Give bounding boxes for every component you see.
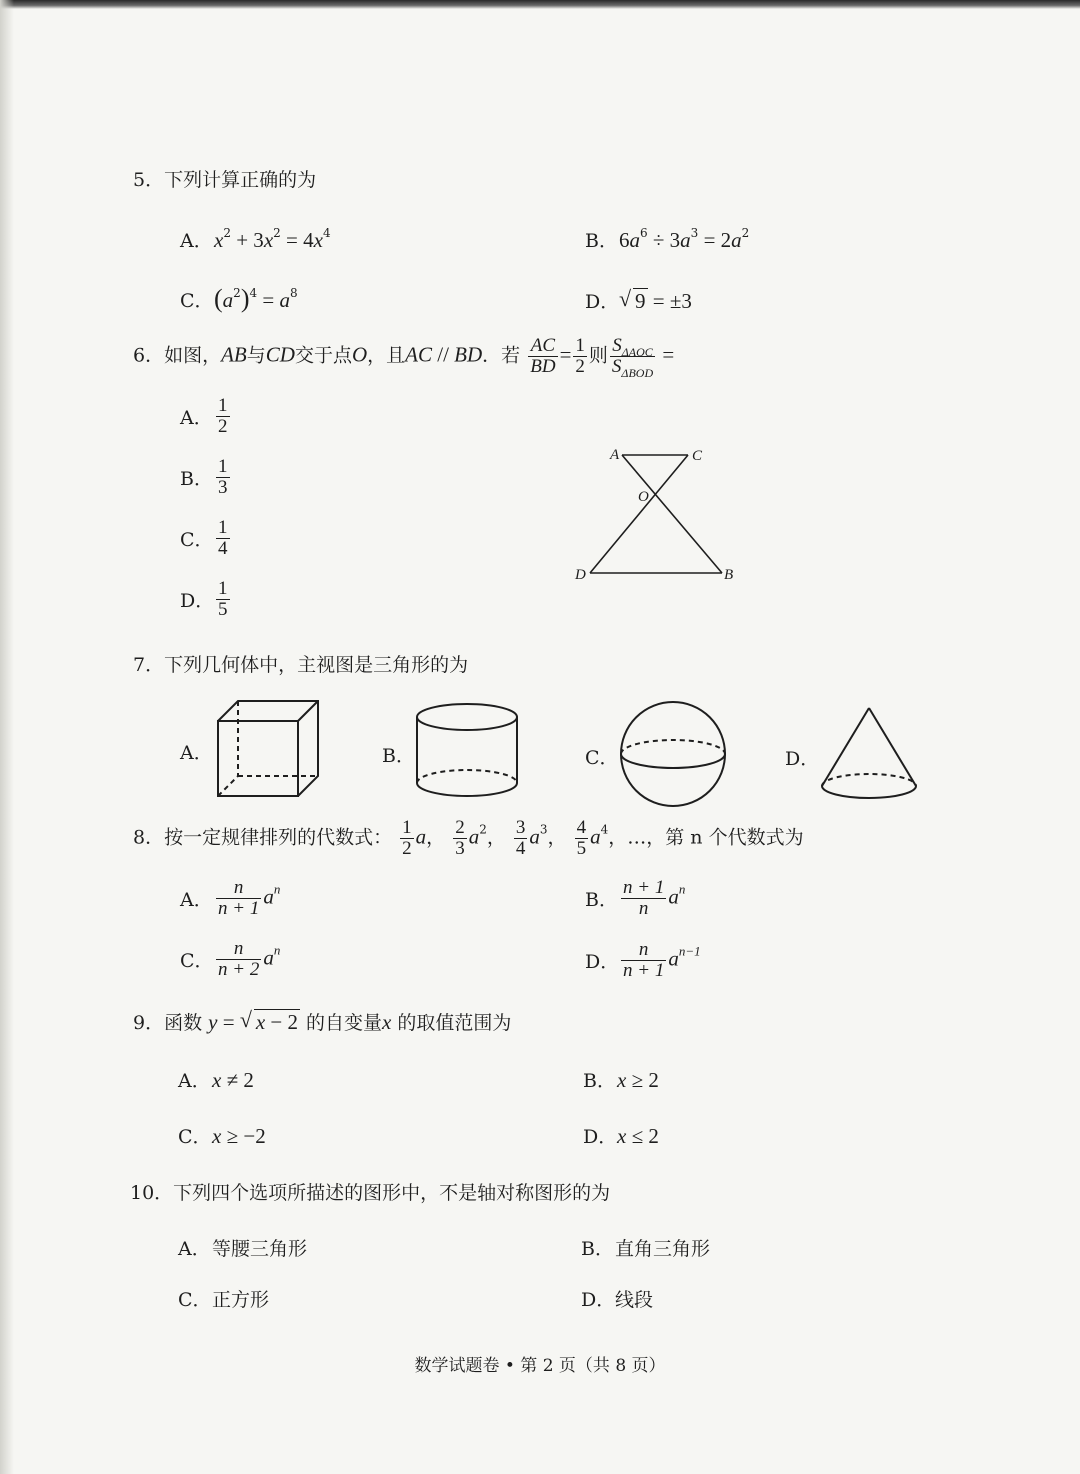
q7-option-c-label: C． [585,747,619,769]
fraction: $\frac{1}{2}$ [402,817,412,859]
option-label: A． [178,1070,211,1092]
option-label: B． [180,467,213,490]
q8-option-b: B． $\frac{n + 1}{n}$ $a^n$ [585,877,686,919]
option-label: D． [581,1289,616,1311]
q5-option-d: D．√ 9 = ±3 [585,287,692,314]
q6-geometry-figure [560,440,760,590]
q6-stem: 6．如图，AB与CD交于点O，且AC // BD．若 $\frac{AC}{BD}$ = $\frac{1}{2}$ 则 $\frac{S_{\Delta AOC}}{S_{\Delta BOD}}$ = [133,335,675,380]
cylinder-icon [410,697,525,807]
option-label: B． [585,230,618,252]
q9-option-d: D．x ≤ 2 [583,1124,659,1148]
fraction: $\frac{n}{n + 1}$ [623,939,665,981]
scan-top-edge [0,0,1080,9]
q5-option-a: A．$x^2 + 3x^2 = 4x^4$ [180,226,331,252]
q6-option-a [180,396,232,437]
fraction: $\frac{4}{5}$ [576,817,587,859]
q7-option-a-label: A． [180,742,213,764]
q10-option-d: D．线段 [581,1285,653,1312]
cone-icon [816,703,924,807]
q10-option-c: C．正方形 [178,1285,269,1312]
fraction: $\frac{2}{3}$ [455,817,465,859]
scan-left-shadow [0,0,14,1474]
q10-option-b: B．直角三角形 [581,1234,710,1261]
sphere-icon [612,699,734,809]
option-label: D． [180,589,215,612]
q9-option-c: C．x ≥ −2 [178,1124,266,1148]
q6-option-d [180,579,232,620]
fraction: $\frac{n}{n + 1}$ [218,877,260,919]
option-label: A． [180,888,213,911]
option-label: A． [180,230,213,252]
option-label: C． [178,1126,212,1148]
q6-option-b [180,457,232,498]
q8-option-d: D． $\frac{n}{n + 1}$ $a^{n-1}$ [585,939,701,981]
q8-stem: 8．按一定规律排列的代数式： $\frac{1}{2}$ a， $\frac{2}{3}$ $a^2$， $\frac{3}{4}$ $a^3$， $\frac{4}{5}$ $a^4$，…，第 n 个代数式为 [133,817,804,859]
fraction: $\frac{n}{n + 2}$ [218,938,260,980]
page-footer: 数学试题卷 • 第 2 页（共 8 页） [414,1356,666,1376]
point-label-b: B [724,567,734,583]
q9-option-b: B．x ≥ 2 [583,1068,659,1092]
fraction: $\frac{1}{5}$ [218,578,228,620]
fraction: $\frac{1}{3}$ [218,456,228,498]
fraction: $\frac{1}{4}$ [218,517,228,559]
cube-icon [210,695,325,805]
fraction: $\frac{1}{2}$ [575,335,585,377]
square-root: √ x − 2 [240,1010,300,1035]
fraction: $\frac{3}{4}$ [515,817,526,859]
option-label: B． [585,888,618,911]
q5-option-b: B．$6a^6 \div 3a^3 = 2a^2$ [585,226,750,252]
option-label: D． [585,950,620,973]
area-ratio-fraction: $\frac{S_{\Delta AOC}}{S_{\Delta BOD}}$ [611,335,654,380]
option-label: D． [583,1126,618,1148]
point-label-d: D [575,567,586,583]
segment-cd [590,455,688,573]
option-label: B． [583,1070,616,1092]
q5-stem: 5．下列计算正确的为 [133,169,317,191]
q8-option-a: A． $\frac{n}{n + 1}$ $a^n$ [180,877,281,919]
q10-option-a: A．等腰三角形 [178,1234,307,1261]
option-label: D． [585,291,620,313]
q7-option-b-label: B． [382,745,415,767]
square-root: √ 9 [619,289,648,314]
q9-stem: 9．函数 y = √ x − 2 的自变量x 的取值范围为 [133,1008,511,1035]
q7-option-d-label: D． [785,748,820,770]
q5-option-c: C．$(a^2)^4 = a^8$ [180,284,298,313]
option-label: C． [180,528,214,551]
fraction: $\frac{1}{2}$ [218,395,228,437]
option-label: C． [178,1289,212,1311]
option-label: A． [178,1238,211,1260]
option-label: C． [180,290,214,312]
point-label-a: A [610,447,620,463]
option-label: C． [180,949,214,972]
q8-option-c: C． $\frac{n}{n + 2}$ $a^n$ [180,938,281,980]
option-label: B． [581,1238,614,1260]
q6-option-c [180,518,232,559]
point-label-o: O [638,489,649,505]
q7-stem: 7．下列几何体中，主视图是三角形的为 [133,654,469,676]
fraction: $\frac{n + 1}{n}$ [623,877,665,919]
point-label-c: C [692,448,703,464]
q10-stem: 10．下列四个选项所描述的图形中，不是轴对称图形的为 [130,1182,611,1204]
fraction: $\frac{AC}{BD}$ [530,335,556,377]
option-label: A． [180,406,213,429]
segment-ab [622,455,722,573]
q9-option-a: A．x ≠ 2 [178,1068,254,1092]
